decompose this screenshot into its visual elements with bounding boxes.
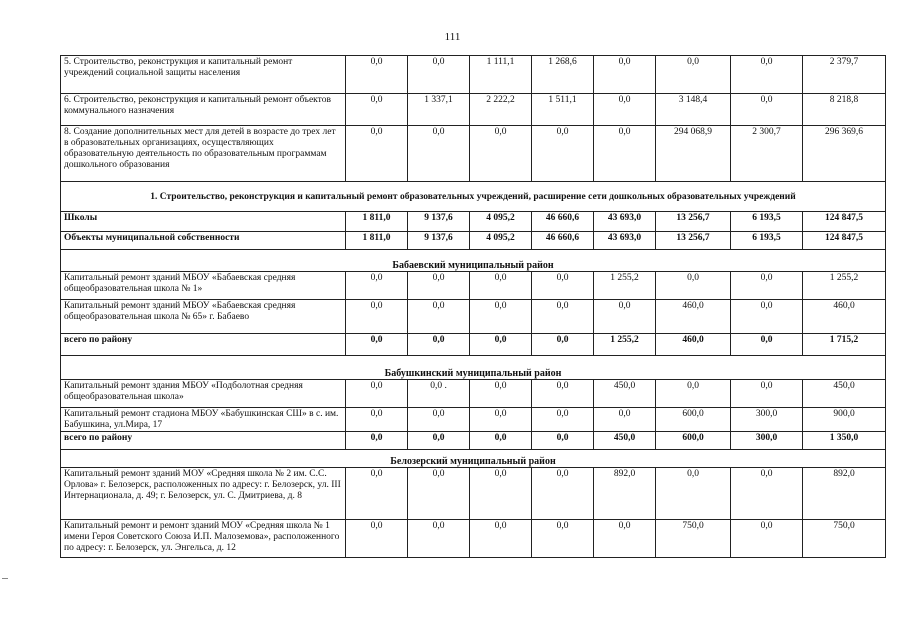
value-cell: 1 811,0	[346, 232, 408, 250]
page-number: 111	[444, 31, 461, 43]
district-header-row	[61, 450, 886, 468]
value-cell: 460,0	[803, 300, 886, 334]
value-cell: 0,0	[408, 520, 470, 558]
table-row	[61, 520, 886, 558]
value-cell: 1 268,6	[532, 56, 594, 94]
value-cell: 0,0	[408, 300, 470, 334]
value-cell: 0,0	[408, 432, 470, 450]
value-cell: 2 300,7	[731, 126, 803, 182]
value-cell: 600,0	[656, 408, 731, 432]
value-cell: 0,0	[346, 380, 408, 408]
value-cell: 2 379,7	[803, 56, 886, 94]
value-cell: 0,0	[532, 126, 594, 182]
value-cell: 450,0	[594, 432, 656, 450]
value-cell: 0,0	[470, 520, 532, 558]
value-cell: 0,0	[594, 56, 656, 94]
value-cell: 0,0	[470, 408, 532, 432]
value-cell: 0,0	[408, 468, 470, 520]
value-cell: 0,0 .	[408, 380, 470, 408]
value-cell: 460,0	[656, 300, 731, 334]
value-cell: 300,0	[731, 408, 803, 432]
value-cell: 0,0	[346, 126, 408, 182]
row-label: Капитальный ремонт зданий МБОУ «Бабаевская средняя общеобразовательная школа № 65» г. Бабаево	[61, 300, 346, 334]
value-cell: 0,0	[408, 126, 470, 182]
table-row	[61, 94, 886, 126]
value-cell: 0,0	[731, 272, 803, 300]
value-cell: 0,0	[532, 468, 594, 520]
value-cell: 6 193,5	[731, 232, 803, 250]
table-row	[61, 408, 886, 432]
value-cell: 1 337,1	[408, 94, 470, 126]
value-cell: 0,0	[346, 520, 408, 558]
table-row	[61, 232, 886, 250]
row-label: Объекты муниципальной собственности	[61, 232, 346, 250]
value-cell: 0,0	[656, 468, 731, 520]
value-cell: 0,0	[594, 408, 656, 432]
value-cell: 0,0	[408, 272, 470, 300]
table-row	[61, 126, 886, 182]
row-label: Капитальный ремонт и ремонт зданий МОУ «Средняя школа № 1 имени Героя Советского Союза И.П. Малоземова», расположенного по адресу: г. Белозерск, ул. Энгельса, д. 12	[61, 520, 346, 558]
value-cell: 294 068,9	[656, 126, 731, 182]
value-cell: 6 193,5	[731, 212, 803, 232]
value-cell: 1 255,2	[594, 272, 656, 300]
district-header-row	[61, 356, 886, 380]
table-row	[61, 300, 886, 334]
district-header-row	[61, 250, 886, 272]
value-cell: 0,0	[532, 380, 594, 408]
row-label: 5. Строительство, реконструкция и капитальный ремонт учреждений социальной защиты населения	[61, 56, 346, 94]
table-row	[61, 468, 886, 520]
table-row	[61, 272, 886, 300]
value-cell: 0,0	[731, 468, 803, 520]
value-cell: 0,0	[532, 272, 594, 300]
district-title: Бабушкинский муниципальный район	[61, 356, 886, 380]
value-cell: 0,0	[470, 432, 532, 450]
value-cell: 0,0	[731, 300, 803, 334]
value-cell: 0,0	[731, 56, 803, 94]
row-label: 6. Строительство, реконструкция и капитальный ремонт объектов коммунального назначения	[61, 94, 346, 126]
value-cell: 0,0	[346, 468, 408, 520]
value-cell: 450,0	[803, 380, 886, 408]
value-cell: 0,0	[346, 408, 408, 432]
value-cell: 0,0	[408, 408, 470, 432]
value-cell: 0,0	[346, 300, 408, 334]
value-cell: 0,0	[470, 334, 532, 356]
value-cell: 0,0	[532, 300, 594, 334]
table-row	[61, 212, 886, 232]
row-label: Капитальный ремонт стадиона МБОУ «Бабушкинская СШ» в с. им. Бабушкина, ул.Мира, 17	[61, 408, 346, 432]
value-cell: 13 256,7	[656, 232, 731, 250]
table-row	[61, 432, 886, 450]
value-cell: 0,0	[731, 334, 803, 356]
value-cell: 0,0	[532, 520, 594, 558]
value-cell: 1 511,1	[532, 94, 594, 126]
budget-table	[60, 55, 886, 558]
value-cell: 124 847,5	[803, 212, 886, 232]
value-cell: 46 660,6	[532, 232, 594, 250]
margin-mark	[2, 578, 8, 579]
value-cell: 0,0	[346, 94, 408, 126]
value-cell: 3 148,4	[656, 94, 731, 126]
value-cell: 2 222,2	[470, 94, 532, 126]
table-row	[61, 56, 886, 94]
value-cell: 0,0	[594, 94, 656, 126]
value-cell: 0,0	[594, 300, 656, 334]
value-cell: 4 095,2	[470, 232, 532, 250]
value-cell: 0,0	[532, 432, 594, 450]
value-cell: 450,0	[594, 380, 656, 408]
value-cell: 0,0	[656, 272, 731, 300]
value-cell: 0,0	[594, 520, 656, 558]
row-label: Школы	[61, 212, 346, 232]
subprogram-header-row	[61, 182, 886, 212]
row-label: Капитальный ремонт зданий МОУ «Средняя школа № 2 им. С.С. Орлова» г. Белозерск, расположенных по адресу: г. Белозерск, ул. III Интернационала, д. 49; г. Белозерск, ул. С. Дмитриева, д. 8	[61, 468, 346, 520]
value-cell: 1 715,2	[803, 334, 886, 356]
value-cell: 1 350,0	[803, 432, 886, 450]
value-cell: 0,0	[470, 380, 532, 408]
subprogram-title: 1. Строительство, реконструкция и капитальный ремонт образовательных учреждений, расширение сети дошкольных образовательных учреждений	[61, 182, 886, 212]
value-cell: 0,0	[656, 380, 731, 408]
value-cell: 296 369,6	[803, 126, 886, 182]
row-label: всего по району	[61, 432, 346, 450]
value-cell: 0,0	[532, 408, 594, 432]
value-cell: 750,0	[656, 520, 731, 558]
row-label: Капитальный ремонт здания МБОУ «Подболотная средняя общеобразовательная школа»	[61, 380, 346, 408]
value-cell: 0,0	[408, 334, 470, 356]
value-cell: 0,0	[408, 56, 470, 94]
value-cell: 1 811,0	[346, 212, 408, 232]
value-cell: 0,0	[470, 272, 532, 300]
value-cell: 9 137,6	[408, 212, 470, 232]
value-cell: 750,0	[803, 520, 886, 558]
value-cell: 900,0	[803, 408, 886, 432]
value-cell: 892,0	[594, 468, 656, 520]
value-cell: 0,0	[731, 94, 803, 126]
value-cell: 46 660,6	[532, 212, 594, 232]
district-title: Белозерский муниципальный район	[61, 450, 886, 468]
value-cell: 9 137,6	[408, 232, 470, 250]
value-cell: 4 095,2	[470, 212, 532, 232]
value-cell: 1 255,2	[594, 334, 656, 356]
table-row	[61, 334, 886, 356]
value-cell: 0,0	[656, 56, 731, 94]
value-cell: 0,0	[731, 520, 803, 558]
value-cell: 13 256,7	[656, 212, 731, 232]
table-body	[61, 56, 886, 558]
row-label: всего по району	[61, 334, 346, 356]
row-label: Капитальный ремонт зданий МБОУ «Бабаевская средняя общеобразовательная школа № 1»	[61, 272, 346, 300]
value-cell: 0,0	[470, 300, 532, 334]
value-cell: 0,0	[532, 334, 594, 356]
value-cell: 1 111,1	[470, 56, 532, 94]
value-cell: 0,0	[470, 468, 532, 520]
table-row	[61, 380, 886, 408]
value-cell: 0,0	[594, 126, 656, 182]
value-cell: 43 693,0	[594, 212, 656, 232]
value-cell: 0,0	[346, 56, 408, 94]
value-cell: 43 693,0	[594, 232, 656, 250]
value-cell: 1 255,2	[803, 272, 886, 300]
value-cell: 0,0	[346, 432, 408, 450]
value-cell: 300,0	[731, 432, 803, 450]
value-cell: 0,0	[346, 272, 408, 300]
value-cell: 0,0	[470, 126, 532, 182]
value-cell: 0,0	[731, 380, 803, 408]
value-cell: 8 218,8	[803, 94, 886, 126]
value-cell: 600,0	[656, 432, 731, 450]
row-label: 8. Создание дополнительных мест для детей в возрасте до трех лет в образовательных организациях, осуществляющих образовательную деятельность по образовательным программам дошкольного образования	[61, 126, 346, 182]
value-cell: 460,0	[656, 334, 731, 356]
district-title: Бабаевский муниципальный район	[61, 250, 886, 272]
value-cell: 892,0	[803, 468, 886, 520]
value-cell: 0,0	[346, 334, 408, 356]
value-cell: 124 847,5	[803, 232, 886, 250]
